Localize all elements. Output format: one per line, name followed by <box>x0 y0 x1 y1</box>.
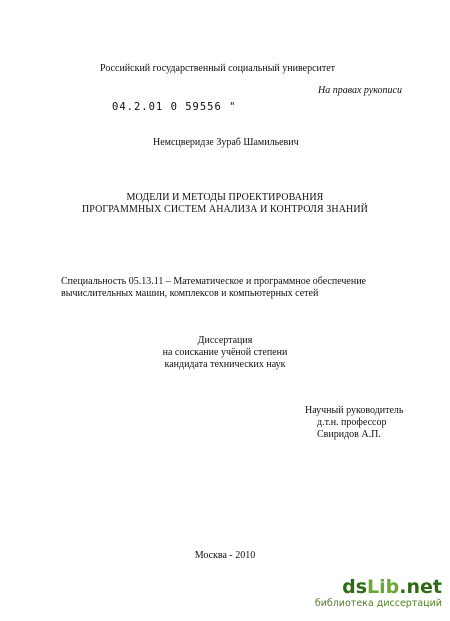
dslib-subtitle: библиотека диссертаций <box>314 598 442 609</box>
supervisor-name: Свиридов А.П. <box>317 429 381 440</box>
supervisor-label: Научный руководитель <box>305 405 404 416</box>
registration-stamp: 04.2.01 0 59556 " <box>112 101 237 113</box>
university-name: Российский государственный социальный университет <box>100 63 336 74</box>
thesis-title-line-2: ПРОГРАММНЫХ СИСТЕМ АНАЛИЗА И КОНТРОЛЯ ЗНАНИЙ <box>81 204 368 215</box>
dissertation-field-line: кандидата технических наук <box>164 359 286 370</box>
rights-notice: На правах рукописи <box>318 85 402 96</box>
dissertation-degree-line: на соискание учёной степени <box>162 347 288 358</box>
author-name: Немсцверидзе Зураб Шамильевич <box>153 137 299 148</box>
thesis-title-line-1: МОДЕЛИ И МЕТОДЫ ПРОЕКТИРОВАНИЯ <box>126 192 324 203</box>
city-year: Москва - 2010 <box>194 550 256 561</box>
dslib-logo-lib: Lib <box>367 576 400 598</box>
dissertation-label: Диссертация <box>197 335 253 346</box>
supervisor-title: д.т.н. профессор <box>317 417 387 428</box>
dslib-logo <box>342 577 442 597</box>
dslib-logo-net: .net <box>399 576 442 598</box>
specialty-line-2: вычислительных машин, комплексов и компьютерных сетей <box>61 288 319 299</box>
specialty-line-1: Специальность 05.13.11 – Математическое и программное обеспечение <box>61 276 366 287</box>
dslib-watermark <box>312 577 442 613</box>
dslib-logo-ds: ds <box>342 576 368 598</box>
